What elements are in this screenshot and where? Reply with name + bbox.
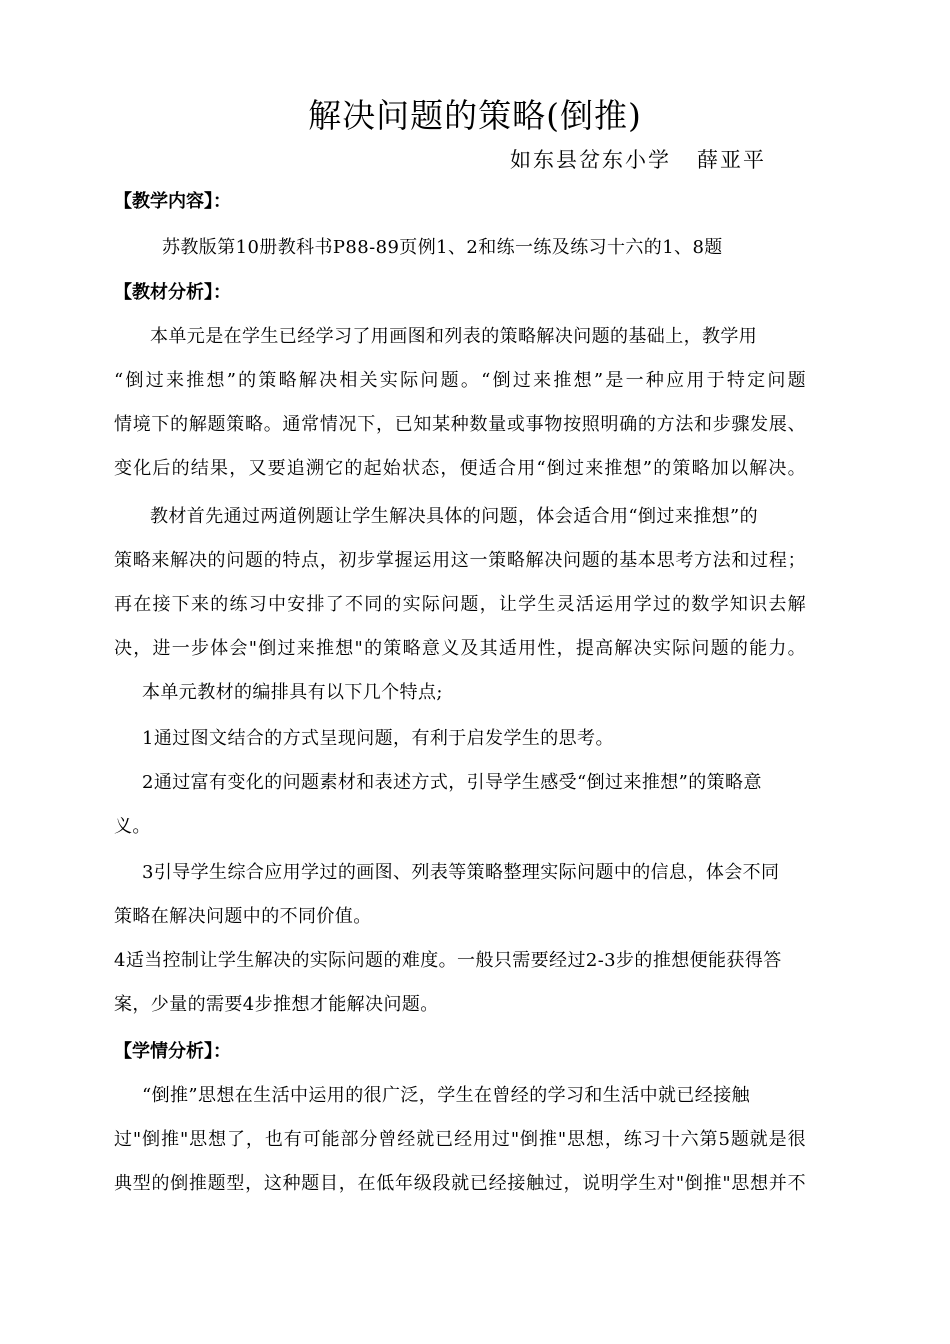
section-heading-student-analysis: 【学情分析】： bbox=[114, 1041, 231, 1062]
paragraph-line: “倒推”思想在生活中运用的很广泛，学生在曾经的学习和生活中就已经接触 bbox=[142, 1085, 751, 1106]
list-item: 2通过富有变化的问题素材和表述方式，引导学生感受“倒过来推想”的策略意 bbox=[142, 772, 762, 793]
paragraph-line: 策略来解决的问题的特点，初步掌握运用这一策略解决问题的基本思考方法和过程； bbox=[114, 550, 806, 571]
section-heading-material-analysis: 【教材分析】： bbox=[114, 282, 231, 303]
paragraph-line: 变化后的结果，又要追溯它的起始状态，便适合用“倒过来推想”的策略加以解决。 bbox=[114, 458, 806, 479]
list-item-continuation: 策略在解决问题中的不同价值。 bbox=[114, 906, 372, 927]
document-author: 如东县岔东小学 薛亚平 bbox=[510, 148, 767, 172]
list-item-continuation: 案，少量的需要4步推想才能解决问题。 bbox=[114, 994, 439, 1015]
paragraph-line: 典型的倒推题型，这种题目，在低年级段就已经接触过，说明学生对"倒推"思想并不 bbox=[114, 1173, 806, 1194]
paragraph-line: 本单元教材的编排具有以下几个特点; bbox=[142, 682, 443, 703]
list-item: 1通过图文结合的方式呈现问题，有利于启发学生的思考。 bbox=[142, 728, 614, 749]
paragraph-line: 再在接下来的练习中安排了不同的实际问题，让学生灵活运用学过的数学知识去解 bbox=[114, 594, 806, 615]
paragraph-line: 苏教版第10册教科书P88-89页例1、2和练一练及练习十六的1、8题 bbox=[162, 237, 723, 258]
paragraph-line: “倒过来推想”的策略解决相关实际问题。“倒过来推想”是一种应用于特定问题 bbox=[114, 370, 806, 391]
list-item: 4适当控制让学生解决的实际问题的难度。一般只需要经过2-3步的推想便能获得答 bbox=[114, 950, 782, 971]
section-heading-teaching-content: 【教学内容】： bbox=[114, 191, 231, 212]
document-title: 解决问题的策略(倒推) bbox=[308, 96, 642, 135]
paragraph-line: 决，进一步体会"倒过来推想"的策略意义及其适用性，提高解决实际问题的能力。 bbox=[114, 638, 806, 659]
paragraph-line: 过"倒推"思想了，也有可能部分曾经就已经用过"倒推"思想，练习十六第5题就是很 bbox=[114, 1129, 806, 1150]
paragraph-line: 本单元是在学生已经学习了用画图和列表的策略解决问题的基础上，教学用 bbox=[150, 326, 758, 347]
list-item-continuation: 义。 bbox=[114, 816, 151, 837]
paragraph-line: 情境下的解题策略。通常情况下，已知某种数量或事物按照明确的方法和步骤发展、 bbox=[114, 414, 806, 435]
paragraph-line: 教材首先通过两道例题让学生解决具体的问题，体会适合用“倒过来推想”的 bbox=[150, 506, 759, 527]
list-item: 3引导学生综合应用学过的画图、列表等策略整理实际问题中的信息，体会不同 bbox=[142, 862, 780, 883]
